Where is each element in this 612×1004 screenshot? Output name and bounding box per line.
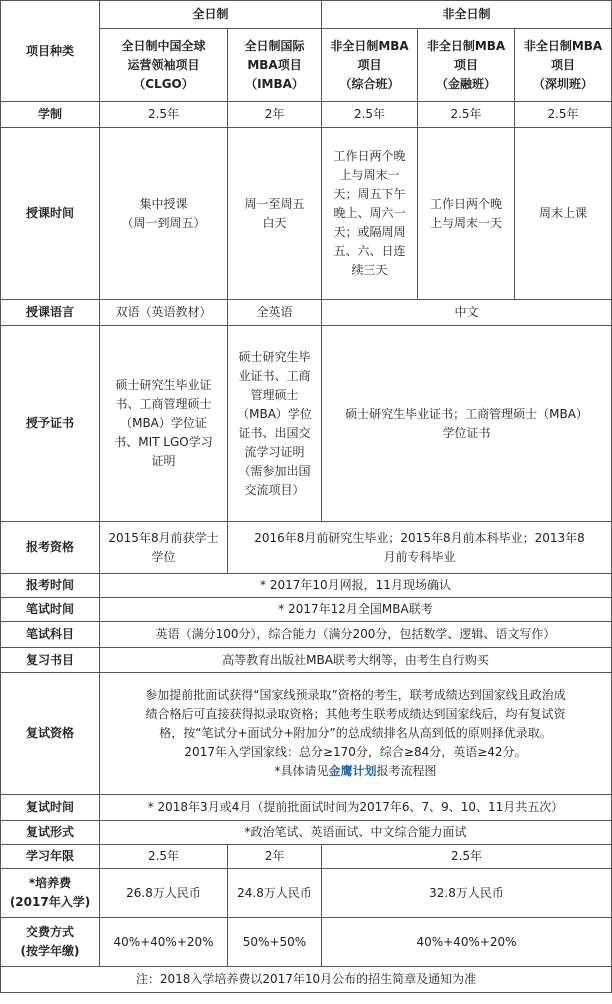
row-label-interview-eligibility: 复试资格 <box>1 673 100 795</box>
row-books <box>1 648 612 673</box>
exam-time-value: * 2017年12月全国MBA联考 <box>100 598 612 622</box>
row-exam-time <box>1 598 612 622</box>
row-footer-note <box>1 967 612 993</box>
program-header-shenzhen: 非全日制MBA 项目 （深圳班） <box>515 29 612 102</box>
row-label-apply-time: 报考时间 <box>1 574 100 598</box>
eligibility-clgo: 2015年8月前获学士 学位 <box>100 522 228 574</box>
row-study-years <box>1 845 612 869</box>
study-years-imba: 2年 <box>228 845 322 869</box>
study-years-clgo: 2.5年 <box>100 845 228 869</box>
language-parttime: 中文 <box>322 300 612 326</box>
tuition-imba: 24.8万人民币 <box>228 869 322 918</box>
golden-eagle-plan-link[interactable]: 金鹰计划 <box>328 764 377 778</box>
footer-note: 注：2018入学培养费以2017年10月公布的招生简章及通知为准 <box>1 967 612 993</box>
program-header-clgo: 全日制中国全球 运营领袖项目 （CLGO） <box>100 29 228 102</box>
row-interview-eligibility <box>1 673 612 795</box>
row-exam-subjects <box>1 622 612 648</box>
interview-eligibility-note: *具体请见金鹰计划报考流程图 <box>274 764 437 778</box>
payment-parttime: 40%+40%+20% <box>322 918 612 967</box>
row-label-duration: 学制 <box>1 102 100 128</box>
study-years-parttime: 2.5年 <box>322 845 612 869</box>
interview-format-value: *政治笔试、英语面试、中文综合能力面试 <box>100 821 612 845</box>
group-header-row <box>1 1 612 29</box>
row-label-exam-time: 笔试时间 <box>1 598 100 622</box>
apply-time-value: * 2017年10月网报，11月现场确认 <box>100 574 612 598</box>
row-label-tuition: *培养费 (2017年入学) <box>1 869 100 918</box>
row-eligibility <box>1 522 612 574</box>
row-duration <box>1 102 612 128</box>
exam-subjects-value: 英语（满分100分），综合能力（满分200分，包括数学、逻辑、语文写作） <box>100 622 612 648</box>
language-clgo: 双语（英语教材） <box>100 300 228 326</box>
row-label-eligibility: 报考资格 <box>1 522 100 574</box>
row-certificate <box>1 326 612 522</box>
row-label-interview-format: 复试形式 <box>1 821 100 845</box>
row-tuition <box>1 869 612 918</box>
tuition-parttime: 32.8万人民币 <box>322 869 612 918</box>
certificate-parttime: 硕士研究生毕业证书；工商管理硕士（MBA） 学位证书 <box>322 326 612 522</box>
eligibility-others: 2016年8月前研究生毕业；2015年8月前本科毕业；2013年8 月前专科毕业 <box>228 522 612 574</box>
row-language <box>1 300 612 326</box>
program-header-imba: 全日制国际 MBA项目 （IMBA） <box>228 29 322 102</box>
row-payment <box>1 918 612 967</box>
books-value: 高等教育出版社MBA联考大纲等，由考生自行购买 <box>100 648 612 673</box>
duration-imba: 2年 <box>228 102 322 128</box>
row-interview-time <box>1 795 612 821</box>
duration-finance: 2.5年 <box>418 102 515 128</box>
row-schedule <box>1 128 612 300</box>
group-header-parttime: 非全日制 <box>322 1 612 29</box>
schedule-clgo: 集中授课 （周一到周五） <box>100 128 228 300</box>
payment-imba: 50%+50% <box>228 918 322 967</box>
row-label-exam-subjects: 笔试科目 <box>1 622 100 648</box>
duration-general: 2.5年 <box>322 102 418 128</box>
program-header-finance: 非全日制MBA 项目 （金融班） <box>418 29 515 102</box>
row-label-books: 复习书目 <box>1 648 100 673</box>
duration-shenzhen: 2.5年 <box>515 102 612 128</box>
schedule-finance: 工作日两个晚 上与周末一天 <box>418 128 515 300</box>
language-imba: 全英语 <box>228 300 322 326</box>
row-label-schedule: 授课时间 <box>1 128 100 300</box>
row-interview-format <box>1 821 612 845</box>
row-label-program-type: 项目种类 <box>1 1 100 102</box>
interview-time-value: * 2018年3月或4月（提前批面试时间为2017年6、7、9、10、11月共五次） <box>100 795 612 821</box>
schedule-imba: 周一至周五 白天 <box>228 128 322 300</box>
duration-clgo: 2.5年 <box>100 102 228 128</box>
payment-clgo: 40%+40%+20% <box>100 918 228 967</box>
row-label-interview-time: 复试时间 <box>1 795 100 821</box>
row-label-language: 授课语言 <box>1 300 100 326</box>
group-header-fulltime: 全日制 <box>100 1 322 29</box>
schedule-general: 工作日两个晚 上与周末一 天；周五下午 晚上、周六一 天；或隔周周 五、六、日连 续三天 <box>322 128 418 300</box>
row-label-payment: 交费方式 (按学年缴) <box>1 918 100 967</box>
row-label-certificate: 授予证书 <box>1 326 100 522</box>
interview-eligibility-text: 参加提前批面试获得“国家线预录取”资格的考生，联考成绩达到国家线且政治成 绩合格后可直接获得拟录取资格；其他考生联考成绩达到国家线后，均有复试资 格，按“笔试分+面试分+附加分”的总成绩排名从高到低的原则择优录取。 2017年入学国家线：总分≥170分，综合≥84分，英语≥42分。 *具体请见金鹰计划报考流程图 <box>100 673 612 795</box>
row-apply-time <box>1 574 612 598</box>
row-label-study-years: 学习年限 <box>1 845 100 869</box>
schedule-shenzhen: 周末上课 <box>515 128 612 300</box>
certificate-imba: 硕士研究生毕 业证书、工商 管理硕士 （MBA）学位 证书、出国交 流学习证明 （需参加出国 交流项目） <box>228 326 322 522</box>
program-header-general: 非全日制MBA 项目 （综合班） <box>322 29 418 102</box>
tuition-clgo: 26.8万人民币 <box>100 869 228 918</box>
certificate-clgo: 硕士研究生毕业证 书、工商管理硕士 （MBA）学位证 书、MIT LGO学习 证明 <box>100 326 228 522</box>
